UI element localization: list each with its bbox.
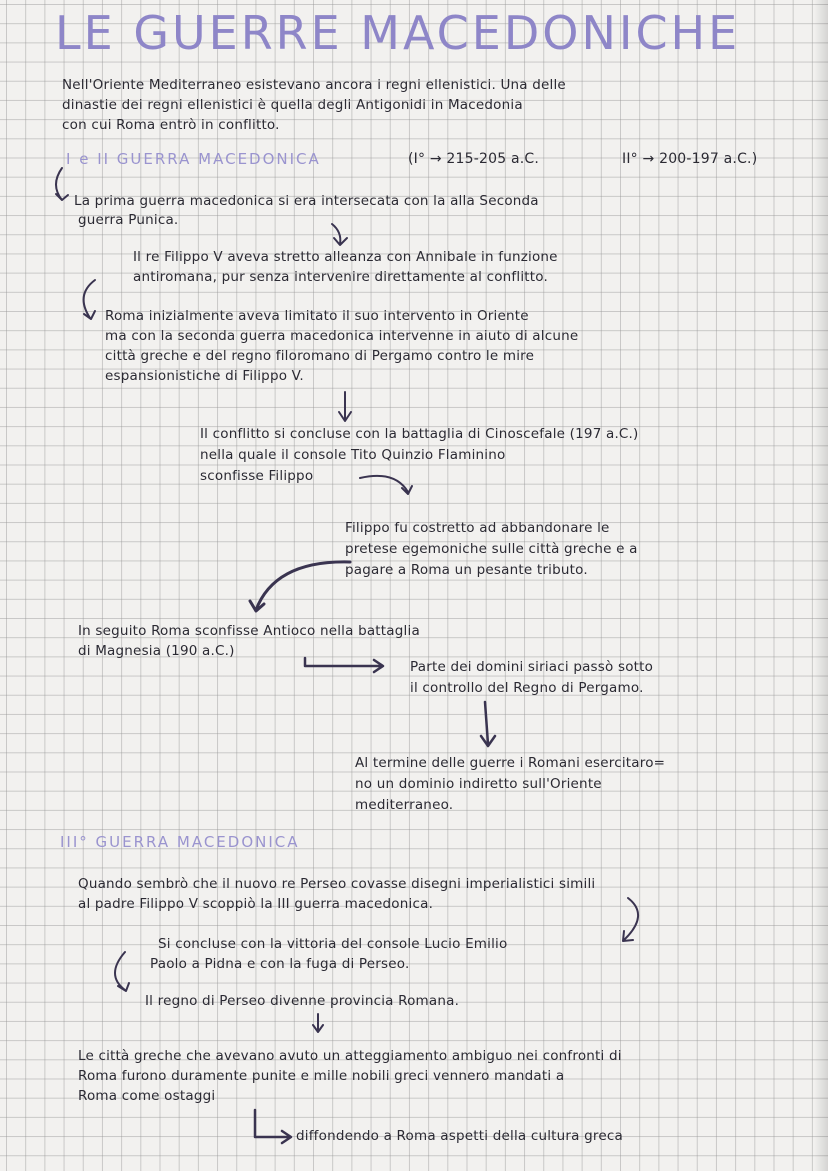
arrow-down-icon: [332, 224, 347, 245]
text-line: Parte dei domini siriaci passò sotto: [410, 659, 654, 675]
text-line: sconfisse Filippo: [200, 468, 314, 484]
text-line: ma con la seconda guerra macedonica intervenne in aiuto di alcune: [105, 328, 579, 344]
text-line: Il conflitto si concluse con la battaglia di Cinoscefale (197 a.C.): [200, 426, 639, 442]
text-line: Si concluse con la vittoria del console Lucio Emilio: [158, 936, 508, 952]
text-line: il controllo del Regno di Pergamo.: [410, 680, 644, 696]
intro-line: dinastie dei regni ellenistici è quella degli Antigonidi in Macedonia: [62, 97, 523, 113]
text-line: guerra Punica.: [78, 212, 179, 228]
page-edge-shadow: [814, 0, 828, 1171]
text-line: Roma inizialmente aveva limitato il suo intervento in Oriente: [105, 308, 529, 324]
intro-line: con cui Roma entrò in conflitto.: [62, 117, 280, 133]
curved-arrow-icon: [115, 952, 129, 991]
text-line: Le città greche che avevano avuto un atteggiamento ambiguo nei confronti di: [78, 1048, 622, 1064]
text-line: antiromana, pur senza intervenire direttamente al conflitto.: [133, 269, 548, 285]
text-line: mediterraneo.: [355, 797, 454, 813]
curved-arrow-icon: [84, 280, 95, 319]
text-line: espansionistiche di Filippo V.: [105, 368, 304, 384]
text-line: pretese egemoniche sulle città greche e a: [345, 541, 638, 557]
text-line: Paolo a Pidna e con la fuga di Perseo.: [150, 956, 410, 972]
curved-arrow-icon: [360, 476, 412, 494]
text-line: al padre Filippo V scoppiò la III guerra macedonica.: [78, 896, 434, 912]
arrow-down-icon: [481, 702, 495, 746]
date-second-war: II° → 200-197 a.C.): [622, 151, 758, 167]
text-line: Roma furono duramente punite e mille nobili greci vennero mandati a: [78, 1068, 565, 1084]
curved-arrow-icon: [56, 168, 68, 200]
text-line: Il re Filippo V aveva stretto alleanza con Annibale in funzione: [133, 249, 558, 265]
text-line: diffondendo a Roma aspetti della cultura greca: [296, 1128, 623, 1144]
text-line: nella quale il console Tito Quinzio Flaminino: [200, 447, 506, 463]
arrow-down-icon: [339, 392, 351, 421]
intro-line: Nell'Oriente Mediterraneo esistevano ancora i regni ellenistici. Una delle: [62, 77, 566, 93]
text-line: di Magnesia (190 a.C.): [78, 643, 235, 659]
text-line: La prima guerra macedonica si era intersecata con la alla Seconda: [74, 193, 539, 209]
section-heading-3: III° GUERRA MACEDONICA: [60, 833, 300, 851]
curved-arrow-icon: [623, 898, 638, 941]
text-line: città greche e del regno filoromano di Pergamo contro le mire: [105, 348, 535, 364]
text-line: In seguito Roma sconfisse Antioco nella battaglia: [78, 623, 420, 639]
text-line: Al termine delle guerre i Romani esercitaro=: [355, 755, 666, 771]
section-heading-1-2: I e II GUERRA MACEDONICA: [66, 150, 321, 168]
l-arrow-icon: [255, 1110, 291, 1143]
page-title: LE GUERRE MACEDONICHE: [55, 6, 741, 60]
text-line: Quando sembrò che il nuovo re Perseo covasse disegni imperialistici simili: [78, 876, 596, 892]
text-line: no un dominio indiretto sull'Oriente: [355, 776, 602, 792]
text-line: Filippo fu costretto ad abbandonare le: [345, 520, 610, 536]
curved-arrow-icon: [250, 562, 350, 611]
date-first-war: (I° → 215-205 a.C.: [408, 151, 540, 167]
text-line: Roma come ostaggi: [78, 1088, 216, 1104]
text-line: Il regno di Perseo divenne provincia Romana.: [145, 993, 460, 1009]
text-line: pagare a Roma un pesante tributo.: [345, 562, 588, 578]
arrow-right-icon: [305, 658, 383, 672]
arrow-down-icon: [313, 1014, 323, 1032]
